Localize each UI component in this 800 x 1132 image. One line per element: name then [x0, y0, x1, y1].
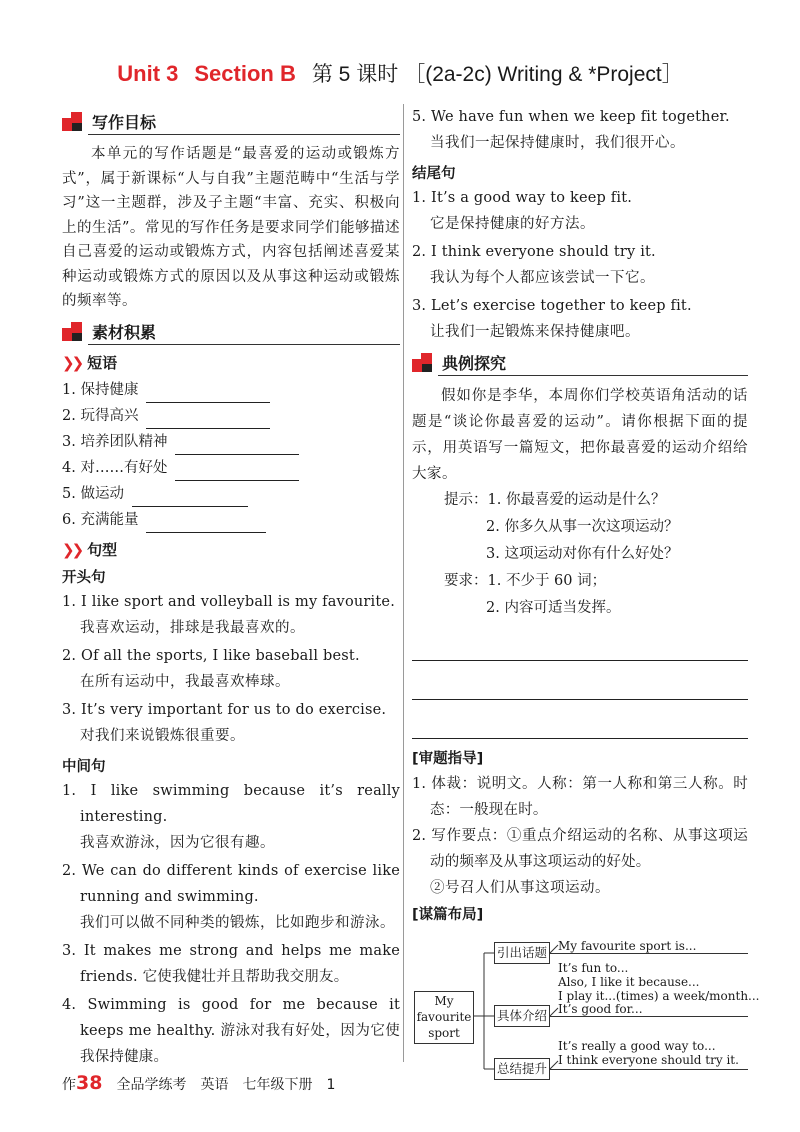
answer-blank[interactable] — [132, 488, 248, 507]
answer-blank[interactable] — [175, 436, 299, 455]
writing-line[interactable] — [412, 700, 748, 739]
branch-tag: 总结提升 — [494, 1058, 550, 1080]
answer-blank[interactable] — [175, 462, 299, 481]
page-prefix: 作 — [62, 1077, 76, 1093]
section-heading-example: 典例探究 — [412, 351, 748, 377]
opening-heading: 开头句 — [62, 569, 106, 586]
page-title — [0, 58, 800, 88]
sentence-item: 3. It makes me strong and helps me make friends. 它使我健壮并且帮助我交朋友。 — [62, 942, 400, 985]
page-footer — [62, 1072, 335, 1094]
sentence-item: 2. Of all the sports, I like baseball best. 在所有运动中，我最喜欢棒球。 — [62, 647, 360, 690]
guide-heading: [审题指导] — [412, 751, 484, 767]
section-marker-icon — [62, 322, 84, 342]
hint-line: 提示：1. 你最喜爱的运动是什么？ — [444, 492, 666, 508]
section-marker-icon — [412, 353, 434, 373]
guide-item: 2. 写作要点：①重点介绍运动的名称、从事这项运动的频率及从事这项运动的好处。 — [412, 828, 748, 870]
sentence-item: 1. I like sport and volleyball is my favourite. 我喜欢运动，排球是我最喜欢的。 — [62, 593, 396, 636]
page-number: 38 — [76, 1072, 103, 1094]
branch-tag: 具体介绍 — [494, 1005, 550, 1027]
ending-heading: 结尾句 — [412, 166, 456, 182]
sentence-item: 2. I think everyone should try it. 我认为每个人都应该尝试一下它。 — [412, 244, 656, 286]
lesson-label: 第 5 课时 — [311, 63, 399, 86]
section-label: Section B — [194, 61, 296, 86]
layout-plan-heading: [谋篇布局] — [412, 907, 484, 923]
branch-line: Also, I like it because... — [558, 975, 700, 989]
footer-num: 1 — [326, 1077, 336, 1093]
layout-plan-diagram — [412, 931, 760, 1081]
branch-line: It’s fun to... — [558, 961, 629, 975]
book-name: 全品学练考 — [116, 1077, 187, 1093]
branch-tag: 引出话题 — [494, 942, 550, 964]
hint-line: 2. 你多久从事一次这项运动？ — [486, 519, 679, 535]
guide-item: 1. 体裁：说明文。人称：第一人称和第三人称。时态：一般现在时。 — [412, 776, 748, 818]
sentence-item: 5. We have fun when we keep fit together. 当我们一起保持健康时，我们很开心。 — [412, 109, 730, 151]
branch-line: My favourite sport is... — [558, 939, 697, 953]
sentence-item: 3. It’s very important for us to do exercise. 对我们来说锻炼很重要。 — [62, 701, 387, 744]
double-chevron-icon: ❯❯ — [62, 540, 82, 559]
left-column — [62, 104, 400, 1072]
right-column — [412, 104, 760, 1081]
sentence-item: 1. It’s a good way to keep fit. 它是保持健康的好方法。 — [412, 190, 633, 232]
sentence-item: 3. Let’s exercise together to keep fit. 让我们一起锻炼来保持健康吧。 — [412, 298, 692, 340]
requirement-line: 要求：1. 不少于 60 词； — [444, 573, 607, 589]
sentence-item: 4. Swimming is good for me because it keeps me healthy. 游泳对我有好处，因为它使我保持健康。 — [62, 996, 400, 1065]
branch-line: It’s really a good way to... — [558, 1039, 716, 1053]
section-heading-writing-goal: 写作目标 — [62, 110, 400, 136]
phrase-item: 1. 保持健康 — [62, 377, 400, 403]
example-task: 假如你是李华，本周你们学校英语角活动的话题是“谈论你最喜爱的运动”。请你根据下面的提示，用英语写一篇短文，把你最喜爱的运动介绍给大家。 — [412, 388, 748, 482]
unit-label: Unit 3 — [117, 61, 179, 86]
writing-line[interactable] — [412, 661, 748, 700]
guide-item: ②号召人们从事这项运动。 — [430, 880, 610, 896]
requirement-line: 2. 内容可适当发挥。 — [486, 600, 621, 616]
section-marker-icon — [62, 112, 84, 132]
writing-goal-text: 本单元的写作话题是“最喜爱的运动或锻炼方式”，属于新课标“人与自我”主题范畴中“生活与学习”这一主题群，涉及子主题“丰富、充实、积极向上的生活”。常见的写作任务是要求同学们能够描述自己喜爱的运动或锻炼方式，内容包括阐述喜爱某种运动或锻炼方式的原因以及从事这种运动或锻炼的频率等。 — [62, 146, 400, 309]
sentences-heading: ❯❯ 句型 — [62, 540, 118, 559]
phrases-heading: ❯❯ 短语 — [62, 353, 118, 372]
branch-line: I play it...(times) a week/month... — [558, 989, 760, 1003]
phrase-item: 6. 充满能量 — [62, 507, 400, 533]
answer-blank[interactable] — [146, 410, 270, 429]
double-chevron-icon: ❯❯ — [62, 353, 82, 372]
answer-blank[interactable] — [146, 384, 270, 403]
phrase-item: 3. 培养团队精神 — [62, 429, 400, 455]
grade-name: 七年级下册 — [242, 1077, 313, 1093]
hint-line: 3. 这项运动对你有什么好处？ — [486, 546, 679, 562]
subject-name: 英语 — [200, 1077, 229, 1093]
column-divider — [403, 104, 404, 1062]
sentence-item: 1. I like swimming because it’s really interesting. 我喜欢游泳，因为它很有趣。 — [62, 782, 400, 851]
sentence-item: 2. We can do different kinds of exercise like running and swimming. 我们可以做不同种类的锻炼，比如跑步和游泳。 — [62, 862, 400, 931]
lesson-bracket: ［(2a-2c) Writing & *Project］ — [404, 63, 683, 86]
phrase-item: 2. 玩得高兴 — [62, 403, 400, 429]
phrase-item: 4. 对……有好处 — [62, 455, 400, 481]
answer-blank[interactable] — [146, 514, 266, 533]
middle-heading: 中间句 — [62, 758, 106, 775]
section-heading-materials: 素材积累 — [62, 320, 400, 346]
writing-line[interactable] — [412, 622, 748, 661]
phrase-item: 5. 做运动 — [62, 481, 400, 507]
branch-line: I think everyone should try it. — [558, 1053, 739, 1067]
center-topic-box: My favourite sport — [414, 991, 474, 1044]
branch-line: It’s good for... — [558, 1002, 643, 1016]
